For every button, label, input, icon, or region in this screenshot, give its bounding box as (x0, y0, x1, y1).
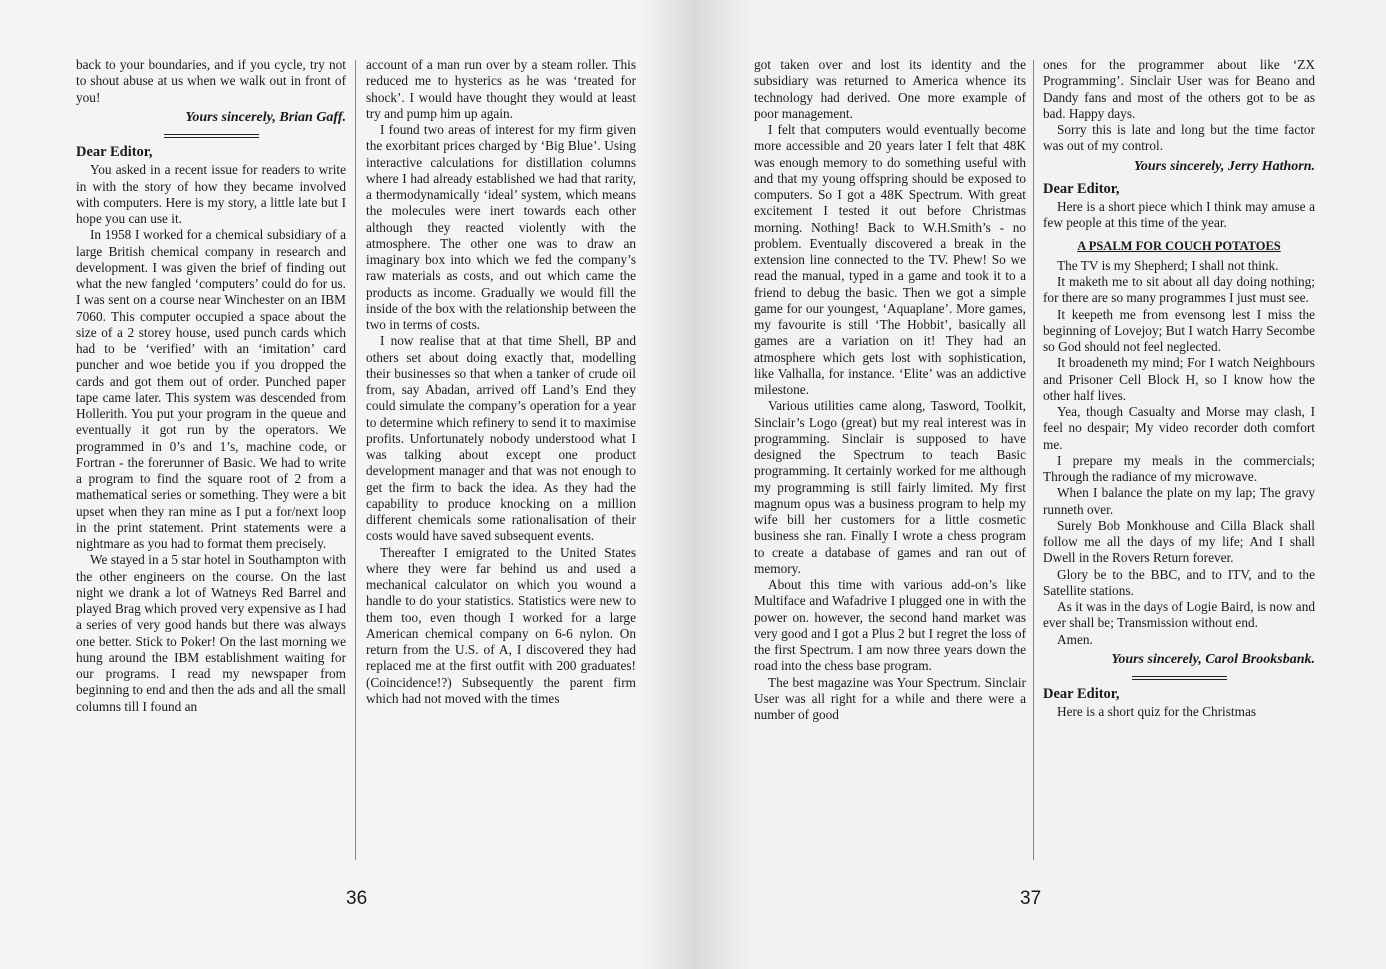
paragraph: Thereafter I emigrated to the United States where they were far behind us and used a mechanical calculator on which you wound a handle to do your statistics. Statistics were new to them too, even though I worked for a large American chemical company on 6-6 nylon. On return from the U.S. of A, I discovered they had replaced me at the first outfit with 200 graduates! (Coincidence!?) Subsequently the parent firm which had not moved with the times (366, 544, 636, 706)
paragraph: I felt that computers would eventually become more accessible and 20 years later I felt that 48K was enough memory to do something useful with and that my young offspring should be exposed to computers. So I got a 48K Spectrum. With great excitement I tested it out before Christmas morning. Nothing! Back to W.H.Smith’s - no problem. Eventually discovered a break in the extension line connected to the TV. Phew! So we read the manual, typed in a game and took it to a friend to debug the basic. Then we got a simple game for our youngest, ‘Aquaplane’. More games, my favourite is still ‘The Hobbit’, basically all games are a variation on it! They had an atmosphere which gets lost with sophistication, like Valhalla, for instance. ‘Elite’ was an addictive milestone. (754, 122, 1026, 397)
right-column-2 (1043, 57, 1315, 877)
paragraph: We stayed in a 5 star hotel in Southampton with the other engineers on the course. On the last night we drank a lot of Watneys Red Barrel and played Brag which proved very expensive as I had a series of very good hands but there was always one better. Stick to Poker! On the last morning we hung around the IBM establishment waiting for our programs. I read my newspaper from beginning to end and then the ads and all the small columns till I found an (76, 552, 346, 714)
left-column-2 (366, 57, 636, 877)
psalm-verse: When I balance the plate on my lap; The gravy runneth over. (1043, 485, 1315, 517)
left-column-1 (76, 57, 346, 877)
paragraph: You asked in a recent issue for readers to write in with the story of how they became involved with computers. Here is my story, a little late but I hope you can use it. (76, 162, 346, 226)
letter-heading: Dear Editor, (1043, 180, 1120, 197)
psalm-verse: Surely Bob Monkhouse and Cilla Black shall follow me all the days of my life; And I shall Dwell in the Rovers Return forever. (1043, 517, 1315, 566)
psalm-verse: Amen. (1057, 631, 1093, 647)
paragraph: Here is a short piece which I think may amuse a few people at this time of the year. (1043, 199, 1315, 231)
paragraph: ones for the programmer about like ‘ZX Programming’. Sinclair User was for Beano and Dandy fans and most of the others got to be as bad. Happy days. (1043, 57, 1315, 121)
psalm-verse: As it was in the days of Logie Baird, is now and ever shall be; Transmission without end. (1043, 599, 1315, 631)
column-divider (355, 60, 356, 860)
signature: Yours sincerely, Carol Brooksbank. (1111, 651, 1315, 667)
paragraph: In 1958 I worked for a chemical subsidiary of a large British chemical company in research and development. I was given the brief of finding out what the new fangled ‘computers’ could do for us. I was sent on a course near Winchester on an IBM 7060. This computer occupied a space about the size of a 2 storey house, used punch cards which had to be ‘verified’ with an ‘imitation’ card puncher and woe betide you if you dropped the cards and got them out of order. Punched paper tape came later. This system was descended from Hollerith. You put your program in the queue and eventually it got run by the operators. We programmed in 0’s and 1’s, machine code, or Fortran - the forerunner of Basic. We had to write a program to find the square root of 2 from a mathematical series or something. They were a bit upset when they ran mine as I put a for/next loop in the print statement. Print statements were a nightmare as you had to format them precisely. (76, 227, 346, 551)
paragraph: Various utilities came along, Tasword, Toolkit, Sinclair’s Logo (great) but my real interest was in programming. Sinclair is supposed to have designed the Spectrum to teach Basic programming. It certainly worked for me although my programming is still fairly limited. My first magnum opus was a business program to help my wife bill her customers for a little cosmetic business she ran. Finally I wrote a chess program to create a database of games and ran out of memory. (754, 398, 1026, 576)
right-column-1 (754, 57, 1026, 877)
page-number: 36 (346, 888, 368, 909)
paragraph: Sorry this is late and long but the time factor was out of my control. (1043, 122, 1315, 154)
psalm-title: A PSALM FOR COUCH POTATOES (1077, 238, 1281, 253)
signature: Yours sincerely, Jerry Hathorn. (1133, 158, 1315, 174)
letter-divider (164, 134, 259, 138)
paragraph: account of a man run over by a steam roller. This reduced me to hysterics as he was ‘treated for shock’. I would have thought they would at least try and pump him up again. (366, 57, 636, 121)
paragraph: The best magazine was Your Spectrum. Sinclair User was all right for a while and there were a number of good (754, 674, 1026, 722)
letter-heading: Dear Editor, (1043, 686, 1120, 702)
psalm-verse: It broadeneth my mind; For I watch Neighbours and Prisoner Cell Block H, so I know how the other half lives. (1043, 355, 1315, 403)
page-number: 37 (1020, 888, 1042, 909)
psalm-verse: I prepare my meals in the commercials; Through the radiance of my microwave. (1043, 452, 1315, 484)
signature: Yours sincerely, Brian Gaff. (185, 109, 346, 125)
letter-divider (1132, 676, 1227, 680)
letter-heading: Dear Editor, (76, 144, 153, 160)
psalm-verse: Yea, though Casualty and Morse may clash, I feel no despair; My video recorder doth comfort me. (1043, 404, 1315, 452)
psalm-verse: Glory be to the BBC, and to ITV, and to the Satellite stations. (1043, 566, 1315, 598)
paragraph: I now realise that at that time Shell, BP and others set about doing exactly that, modelling their businesses so that when a tanker of crude oil from, say Abadan, arrived off Land’s End they could simulate the company’s operation for a year to determine which refinery to send it to maximise profits. Unfortunately nobody understood what I was talking about except one product development manager and that was not enough to get the firm to back the idea. As they had the capability to produce knocking on a million different chemicals some rationalisation of their costs would have saved subsequent events. (366, 333, 636, 544)
paragraph: got taken over and lost its identity and the subsidiary was returned to America whence its technology had derived. One more example of poor management. (754, 57, 1026, 121)
psalm-verse: It maketh me to sit about all day doing nothing; for there are so many programmes I just must see. (1043, 274, 1315, 306)
left-page (0, 0, 692, 969)
column-divider (1033, 60, 1034, 860)
paragraph: About this time with various add-on’s like Multiface and Wafadrive I plugged one in with the power on. however, the second hand market was very good and I got a Plus 2 but I regret the loss of the first Spectrum. I am now three years down the road into the chess base program. (754, 577, 1026, 674)
paragraph: back to your boundaries, and if you cycle, try not to shout abuse at us when we walk out in front of you! (76, 57, 346, 105)
gutter-shadow (692, 0, 752, 969)
psalm-verse: It keepeth me from evensong lest I miss the beginning of Lovejoy; But I watch Harry Secombe so God should not feel neglected. (1043, 306, 1315, 354)
psalm-verse: The TV is my Shepherd; I shall not think. (1057, 257, 1279, 273)
paragraph: Here is a short quiz for the Christmas (1057, 704, 1257, 720)
gutter-shadow (640, 0, 692, 969)
right-page (692, 0, 1386, 969)
paragraph: I found two areas of interest for my firm given the exorbitant prices charged by ‘Big Blue’. Using interactive calculations for distillation columns where I had already established we had that rarity, a thermodynamically ‘ideal’ system, which means the molecules were inert towards each other although they reacted violently with the atmosphere. The other one was to draw an imaginary box into which we fed the company’s raw materials as costs, and out which came the products as income. Gradually we would fill the inside of the box with the relationship between the two in terms of costs. (366, 122, 636, 332)
